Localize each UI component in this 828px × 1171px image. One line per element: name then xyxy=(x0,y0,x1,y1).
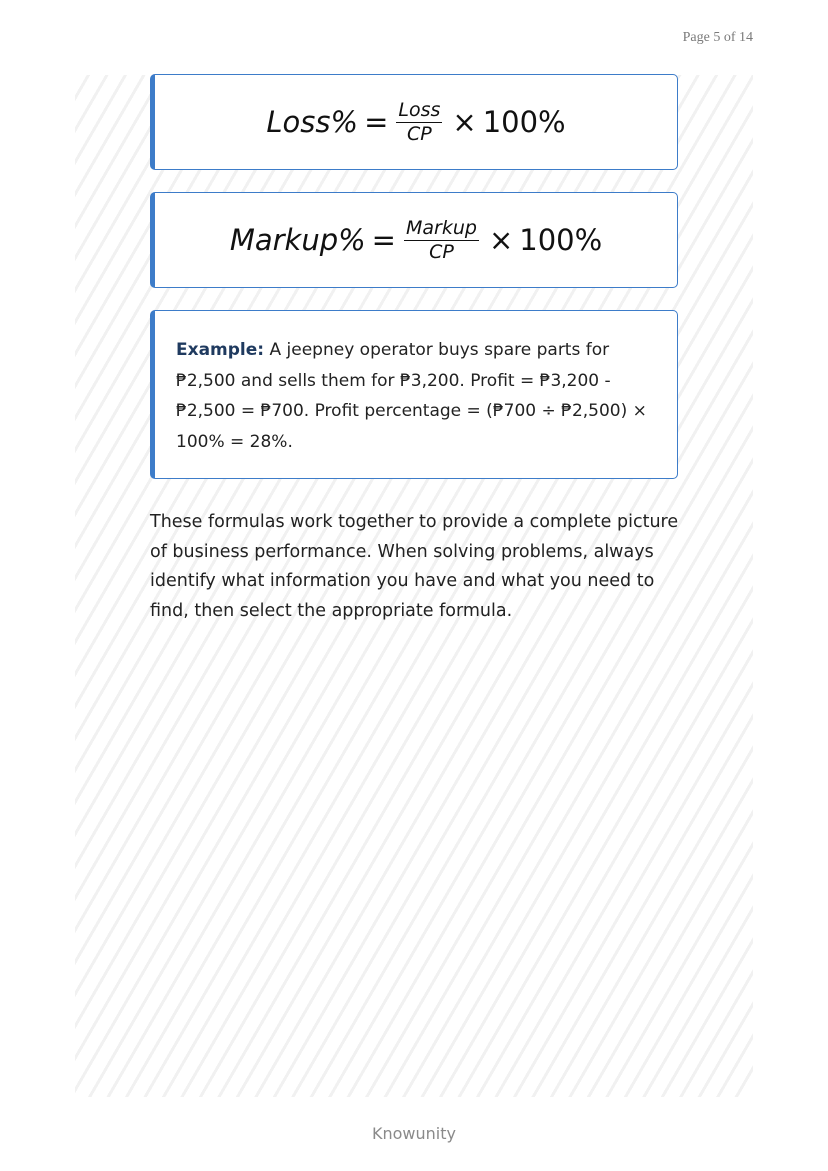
formula-fraction xyxy=(404,216,479,263)
example-label: Example: xyxy=(176,340,265,360)
summary-paragraph: These formulas work together to provide a complete picture of business performance. When solving problems, always identify what information you have and what you need to find, then select the appropriate formula. xyxy=(150,512,679,621)
markup-percent-formula xyxy=(229,216,603,263)
formula-multiplier: 100% xyxy=(482,105,566,139)
formula-lhs: Loss% xyxy=(266,105,359,139)
formula-fraction xyxy=(396,98,442,145)
markup-percent-formula-box xyxy=(150,192,678,288)
example-text: A jeepney operator buys spare parts for ₱2,500 and sells them for ₱3,200. Profit = ₱3,200 - ₱2,500 = ₱700. Profit percentage = (₱700 ÷ ₱2,500) × 100% = 28%. xyxy=(176,340,647,452)
footer-brand: Knowunity xyxy=(372,1124,456,1143)
formula-lhs: Markup% xyxy=(229,223,366,257)
page-content xyxy=(150,74,678,644)
loss-percent-formula xyxy=(266,98,566,145)
example-box xyxy=(150,310,678,479)
fraction-numerator: Markup xyxy=(405,216,477,239)
loss-percent-formula-box xyxy=(150,74,678,170)
formula-equals: = xyxy=(371,223,396,257)
formula-times: × xyxy=(488,223,514,257)
formula-multiplier: 100% xyxy=(519,223,603,257)
fraction-numerator: Loss xyxy=(398,98,441,121)
page-number: Page 5 of 14 xyxy=(682,30,753,45)
formula-times: × xyxy=(452,105,477,139)
fraction-denominator: CP xyxy=(429,240,454,263)
fraction-denominator: CP xyxy=(407,122,432,145)
formula-equals: = xyxy=(364,105,389,139)
